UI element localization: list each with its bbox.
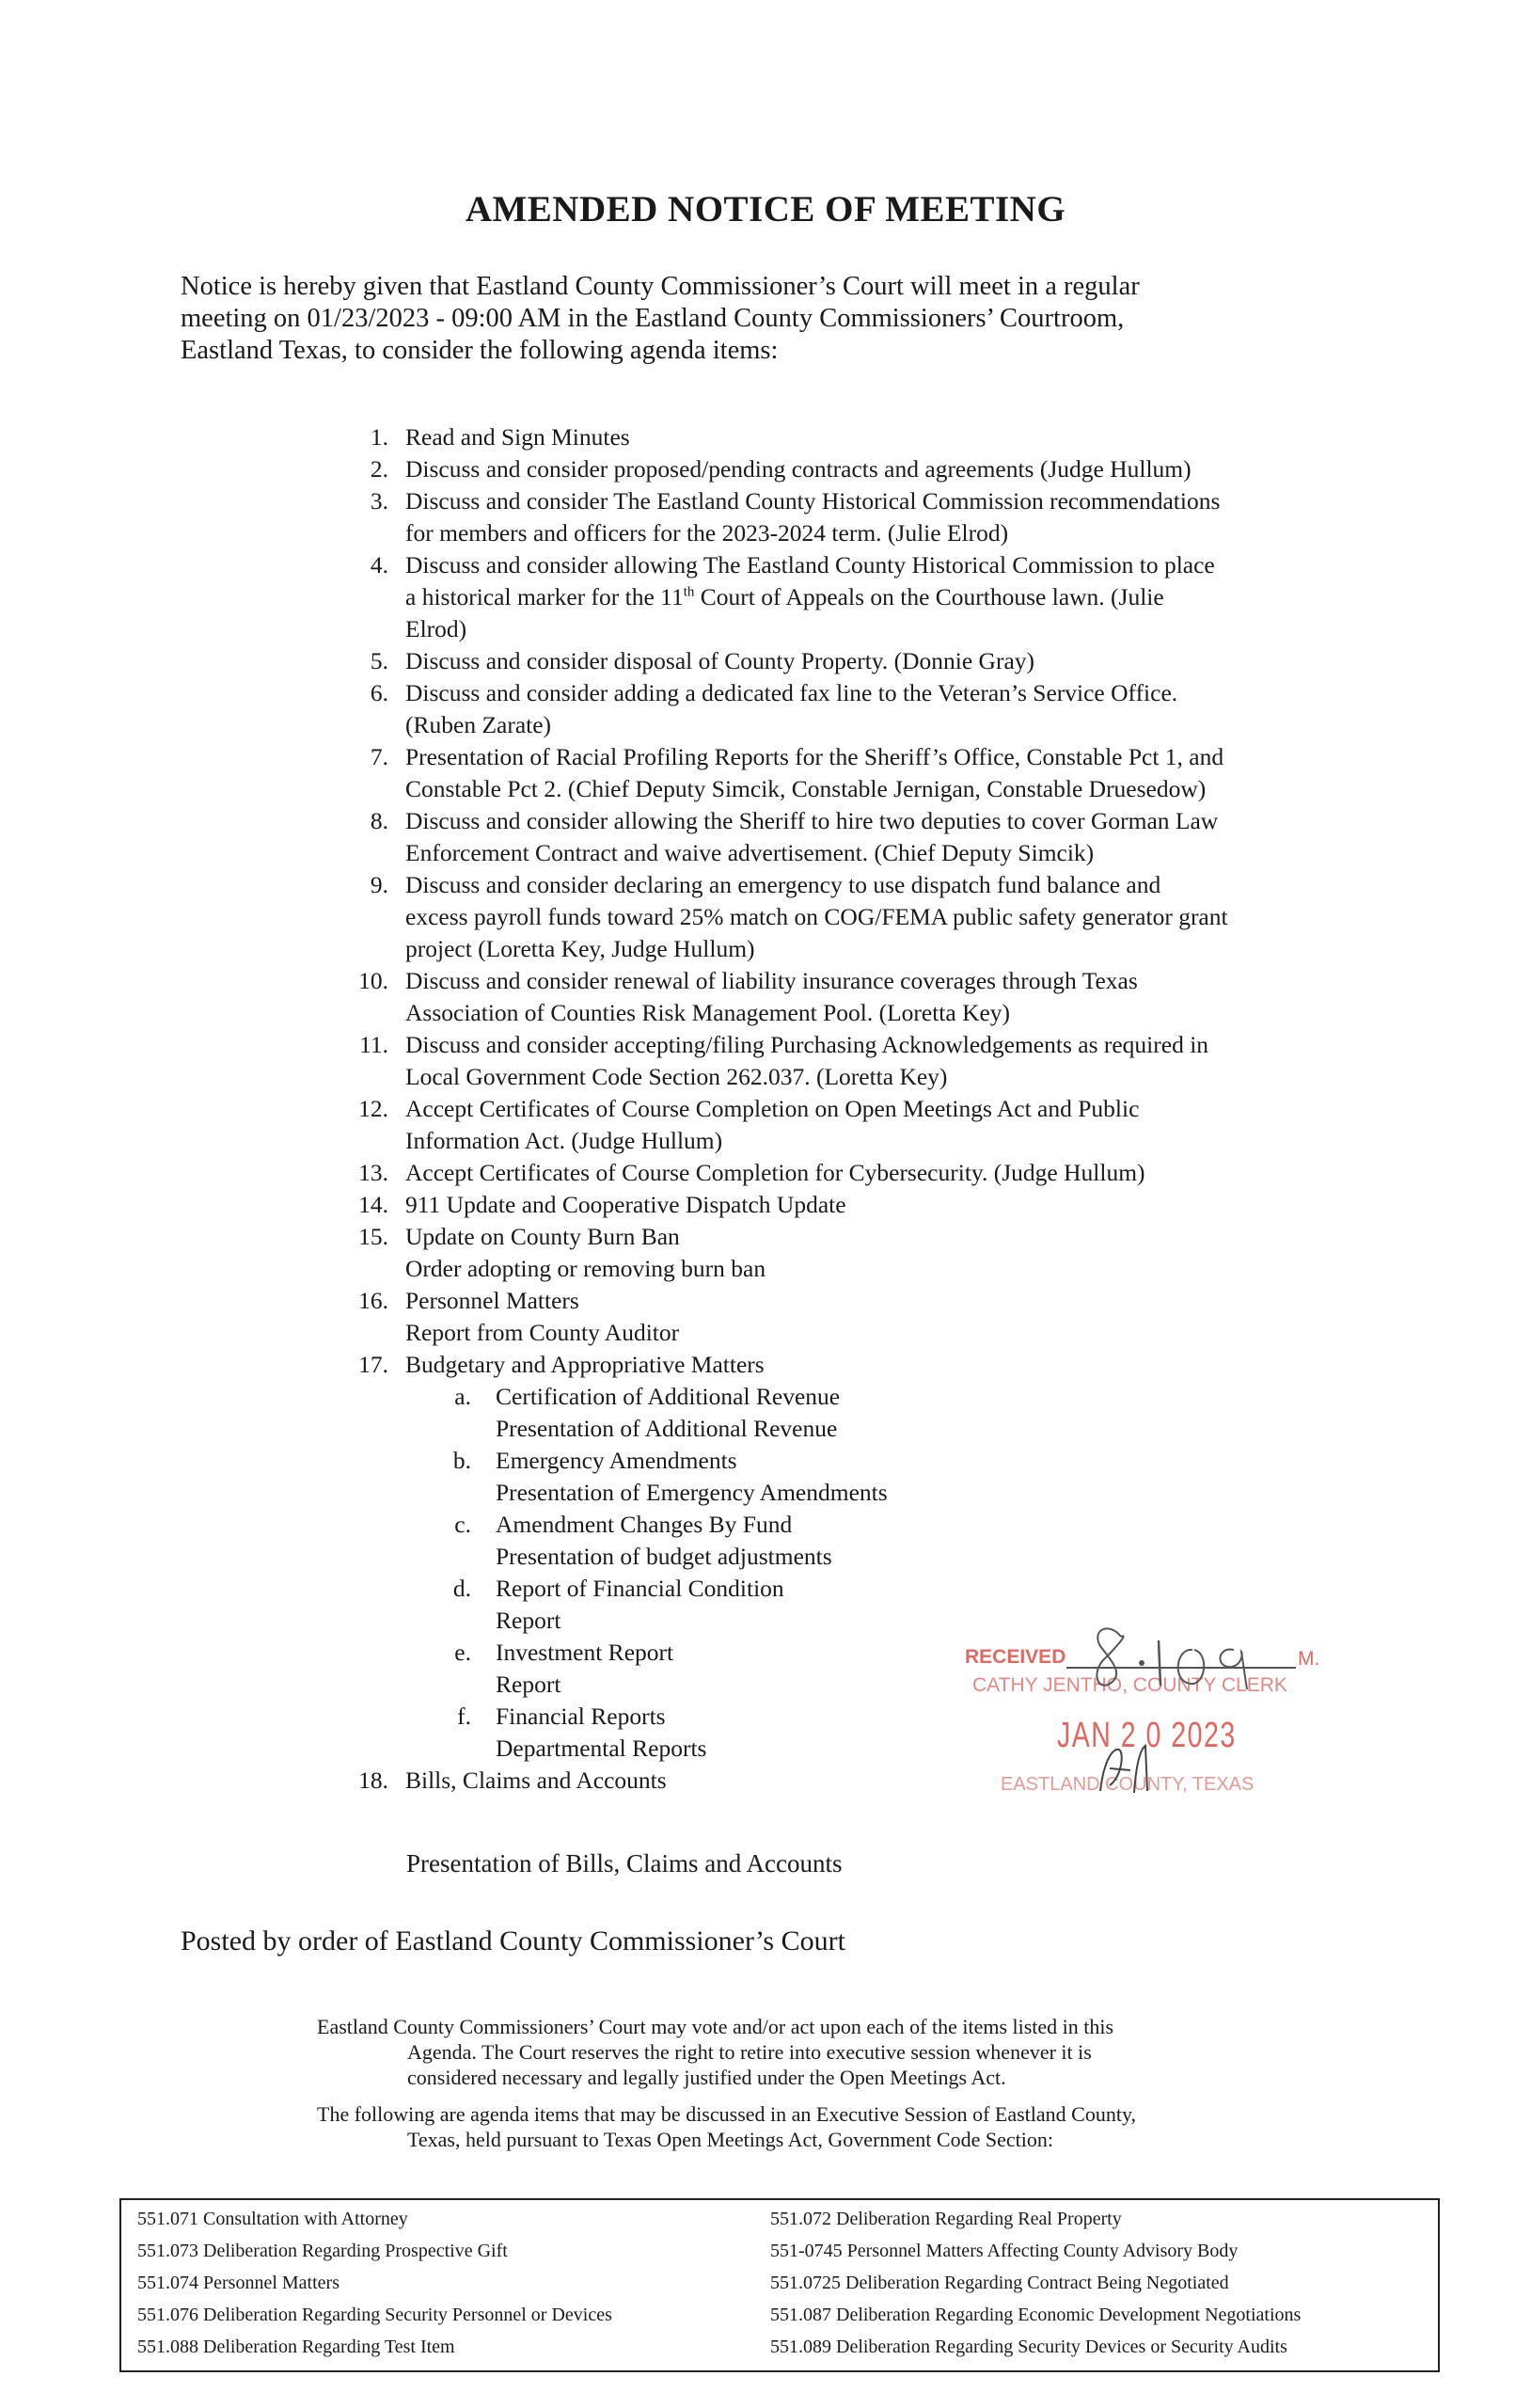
agenda-item-2 — [354, 453, 1369, 485]
agenda-item-1 — [354, 421, 1369, 453]
sub-text: Report — [496, 1671, 561, 1698]
sub-text: Presentation of Emergency Amendments — [496, 1479, 888, 1506]
agenda-number: 18. — [358, 1766, 388, 1794]
agenda-item-13 — [354, 1157, 1369, 1189]
executive-session-items-note — [317, 2101, 1333, 2152]
sub-text: Presentation of Additional Revenue — [496, 1415, 838, 1442]
intro-paragraph — [181, 271, 1337, 367]
stamp-date: JAN 2 0 2023 — [1057, 1716, 1237, 1755]
agenda-number: 4. — [370, 551, 388, 578]
agenda-text: Budgetary and Appropriative Matters — [405, 1351, 765, 1378]
agenda-text: Discuss and consider accepting/filing Purchasing Acknowledgements as required in — [405, 1031, 1209, 1058]
superscript: th — [683, 584, 695, 600]
agenda-number: 13. — [358, 1159, 388, 1186]
agenda-number: 16. — [358, 1287, 388, 1314]
intro-line: Eastland Texas, to consider the following agenda items: — [181, 336, 779, 365]
agenda-text: Accept Certificates of Course Completion on Open Meetings Act and Public — [405, 1095, 1140, 1122]
stamp-clerk-name: CATHY JENTHO, COUNTY CLERK — [972, 1674, 1287, 1696]
note-line: The following are agenda items that may be discussed in an Executive Session of Eastland County, — [317, 2102, 1137, 2126]
sub-letter: a. — [454, 1383, 471, 1410]
agenda-text: Report from County Auditor — [405, 1319, 680, 1346]
agenda-text: Discuss and consider allowing The Eastland County Historical Commission to place — [405, 551, 1215, 578]
agenda-item-8 — [354, 805, 1369, 869]
agenda-text: Association of Counties Risk Management Pool. (Loretta Key) — [405, 999, 1011, 1026]
page-title: AMENDED NOTICE OF MEETING — [465, 189, 1066, 230]
agenda-item-11 — [354, 1029, 1369, 1093]
agenda-text: Discuss and consider renewal of liability insurance coverages through Texas — [405, 967, 1138, 994]
executive-session-table — [119, 2198, 1440, 2372]
agenda-item-14 — [354, 1189, 1369, 1221]
received-stamp — [959, 1608, 1335, 1806]
agenda-number: 3. — [370, 487, 388, 515]
agenda-text: 911 Update and Cooperative Dispatch Update — [405, 1191, 846, 1218]
agenda-text: for members and officers for the 2023-2024 term. (Julie Elrod) — [405, 519, 1009, 547]
sub-letter: e. — [454, 1639, 471, 1666]
table-cell: 551.088 Deliberation Regarding Test Item — [137, 2337, 455, 2357]
sub-text: Financial Reports — [496, 1703, 666, 1730]
table-cell: 551.071 Consultation with Attorney — [137, 2209, 408, 2229]
agenda-text: Local Government Code Section 262.037. (Loretta Key) — [405, 1063, 948, 1090]
sub-text: Certification of Additional Revenue — [496, 1383, 841, 1410]
agenda-number: 8. — [370, 807, 388, 834]
agenda-text: Order adopting or removing burn ban — [405, 1255, 766, 1282]
intro-line: meeting on 01/23/2023 - 09:00 AM in the Eastland County Commissioners’ Courtroom, — [181, 304, 1125, 333]
agenda-number: 7. — [370, 743, 388, 770]
agenda-text: Constable Pct 2. (Chief Deputy Simcik, Constable Jernigan, Constable Druesedow) — [405, 775, 1207, 802]
table-cell: 551.0725 Deliberation Regarding Contract Being Negotiated — [770, 2273, 1229, 2293]
agenda-text: Presentation of Racial Profiling Reports for the Sheriff’s Office, Constable Pct 1, and — [405, 743, 1224, 770]
table-cell: 551.089 Deliberation Regarding Security Devices or Security Audits — [770, 2337, 1287, 2357]
sub-text: Investment Report — [496, 1639, 674, 1666]
handwritten-time-signature — [959, 1608, 1335, 1806]
agenda-list — [354, 421, 1369, 1797]
agenda-text-part: Court of Appeals on the Courthouse lawn. (Julie — [694, 583, 1164, 610]
agenda-number: 2. — [370, 455, 388, 483]
agenda-number: 17. — [358, 1351, 388, 1378]
agenda-item-4 — [354, 549, 1369, 645]
agenda-item-5 — [354, 645, 1369, 677]
agenda-text: Accept Certificates of Course Completion for Cybersecurity. (Judge Hullum) — [405, 1159, 1145, 1186]
agenda-text: Discuss and consider declaring an emergency to use dispatch fund balance and — [405, 871, 1161, 898]
table-cell: 551.076 Deliberation Regarding Security Personnel or Devices — [137, 2305, 612, 2325]
table-cell: 551.087 Deliberation Regarding Economic Development Negotiations — [770, 2305, 1302, 2325]
agenda-item-6 — [354, 677, 1369, 741]
agenda-item-10 — [354, 965, 1369, 1029]
agenda-number: 15. — [358, 1223, 388, 1250]
agenda-text: Personnel Matters — [405, 1287, 579, 1314]
agenda-item-9 — [354, 869, 1369, 965]
agenda-number: 1. — [370, 423, 388, 451]
agenda-item-15 — [354, 1221, 1369, 1285]
agenda-text: project (Loretta Key, Judge Hullum) — [405, 935, 755, 962]
intro-line: Notice is hereby given that Eastland County Commissioner’s Court will meet in a regular — [181, 272, 1140, 301]
agenda-number: 14. — [358, 1191, 388, 1218]
agenda-item-7 — [354, 741, 1369, 805]
stamp-county: EASTLAND COUNTY, TEXAS — [1001, 1774, 1255, 1795]
posted-by-line: Posted by order of Eastland County Commissioner’s Court — [181, 1925, 845, 1956]
stamp-received-label: RECEIVED — [965, 1646, 1066, 1668]
agenda-text: Discuss and consider allowing the Sheriff to hire two deputies to cover Gorman Law — [405, 807, 1219, 834]
note-line: Eastland County Commissioners’ Court may vote and/or act upon each of the items listed in this — [317, 2015, 1114, 2038]
sub-letter: b. — [452, 1447, 471, 1474]
sub-text: Presentation of budget adjustments — [496, 1543, 832, 1570]
note-line: Agenda. The Court reserves the right to retire into executive session whenever it is — [407, 2040, 1092, 2064]
sub-item-a — [443, 1381, 1369, 1445]
agenda-text — [405, 581, 1369, 613]
sub-letter: f. — [457, 1703, 471, 1730]
agenda-number: 11. — [359, 1031, 388, 1058]
sub-item-b — [443, 1445, 1369, 1509]
table-cell: 551.072 Deliberation Regarding Real Property — [770, 2209, 1122, 2229]
agenda-number: 5. — [370, 647, 388, 674]
sub-text: Departmental Reports — [496, 1735, 707, 1762]
sub-letter: d. — [452, 1575, 471, 1602]
table-cell: 551-0745 Personnel Matters Affecting County Advisory Body — [770, 2241, 1239, 2261]
table-cell: 551.073 Deliberation Regarding Prospective Gift — [137, 2241, 508, 2261]
agenda-number: 9. — [370, 871, 388, 898]
agenda-text: Enforcement Contract and waive advertisement. (Chief Deputy Simcik) — [405, 839, 1095, 866]
agenda-number: 10. — [358, 967, 388, 994]
presentation-line: Presentation of Bills, Claims and Accounts — [406, 1849, 843, 1877]
agenda-text: Discuss and consider adding a dedicated fax line to the Veteran’s Service Office. — [405, 679, 1178, 706]
agenda-text: Elrod) — [405, 615, 467, 642]
sub-text: Report of Financial Condition — [496, 1575, 784, 1602]
agenda-text: Read and Sign Minutes — [405, 423, 630, 451]
sub-item-c — [443, 1509, 1369, 1573]
agenda-text: Information Act. (Judge Hullum) — [405, 1127, 723, 1154]
sub-text: Emergency Amendments — [496, 1447, 737, 1474]
sub-text: Report — [496, 1607, 561, 1634]
agenda-item-3 — [354, 485, 1369, 549]
sub-letter: c. — [454, 1511, 471, 1538]
agenda-text: Bills, Claims and Accounts — [405, 1766, 667, 1794]
agenda-text-part: a historical marker for the 11 — [405, 583, 684, 610]
sub-text: Amendment Changes By Fund — [496, 1511, 793, 1538]
agenda-text: Update on County Burn Ban — [405, 1223, 680, 1250]
agenda-number: 6. — [370, 679, 388, 706]
agenda-text: Discuss and consider proposed/pending contracts and agreements (Judge Hullum) — [405, 455, 1192, 483]
table-cell: 551.074 Personnel Matters — [137, 2273, 339, 2293]
agenda-text: excess payroll funds toward 25% match on COG/FEMA public safety generator grant — [405, 903, 1228, 930]
agenda-text: Discuss and consider disposal of County Property. (Donnie Gray) — [405, 647, 1035, 674]
agenda-text: (Ruben Zarate) — [405, 711, 552, 738]
agenda-text: Discuss and consider The Eastland County Historical Commission recommendations — [405, 487, 1221, 515]
executive-session-note — [317, 2014, 1333, 2090]
stamp-meridiem: M. — [1298, 1648, 1320, 1670]
agenda-item-12 — [354, 1093, 1369, 1157]
note-line: considered necessary and legally justified under the Open Meetings Act. — [407, 2066, 1006, 2089]
agenda-item-16 — [354, 1285, 1369, 1349]
agenda-number: 12. — [358, 1095, 388, 1122]
note-line: Texas, held pursuant to Texas Open Meetings Act, Government Code Section: — [407, 2128, 1053, 2151]
